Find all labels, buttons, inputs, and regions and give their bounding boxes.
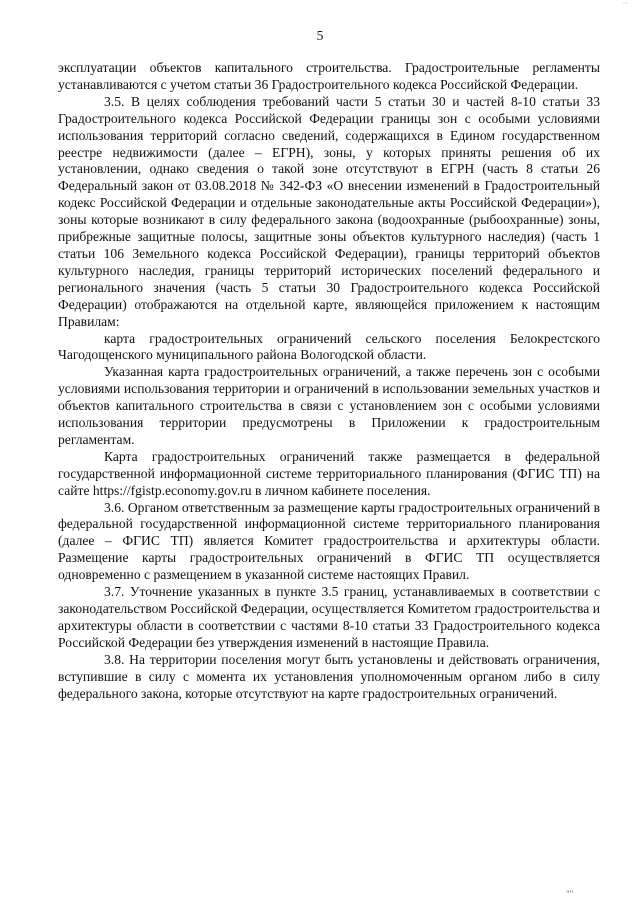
paragraph-continuation: эксплуатации объектов капитального строительства. Градостроительные регламенты устанавливаются с учетом статьи 36 Градостроительного кодекса Российской Федерации.	[58, 60, 600, 92]
paragraph-map-item: карта градостроительных ограничений сельского поселения Белокрестского Чагодощенского муниципального района Вологодской области.	[58, 330, 600, 363]
paragraph-3-6: 3.6. Органом ответственным за размещение карты градостроительных ограничений в федеральной государственной информационной системе территориального планирования (далее – ФГИС ТП) является Комитет градостроительства и архитектуры области. Размещение карты градостроительных ограничений в ФГИС ТП осуществляется одновременно с размещением в указанной системе настоящих Правил.	[58, 499, 600, 583]
paragraph-3-8: 3.8. На территории поселения могут быть установлены и действовать ограничения, вступившие в силу с момента их установления уполномоченным органом либо в силу федерального закона, которые отсутствуют на карте градостроительных ограничений.	[58, 651, 600, 701]
paragraph-3-7: 3.7. Уточнение указанных в пункте 3.5 границ, устанавливаемых в соответствии с законодательством Российской Федерации, осуществляется Комитетом градостроительства и архитектуры области в соответствии с частями 8-10 статьи 33 Градостроительного кодекса Российской Федерации без утверждения изменений в настоящие Правила.	[58, 584, 600, 650]
paragraph-3-5: 3.5. В целях соблюдения требований части 5 статьи 30 и частей 8-10 статьи 33 Градостроительного кодекса Российской Федерации границы зон с особыми условиями использования территорий согласно сведений, содержащихся в Едином государственном реестре недвижимости (далее – ЕГРН), зоны, у которых приняты решения об их установлении, однако сведения о такой зоне отсутствуют в ЕГРН (часть 8 статьи 26 Федеральный закон от 03.08.2018 № 342-ФЗ «О внесении изменений в Градостроительный кодекс Российской Федерации и отдельные законодательные акты Российской Федерации»), зоны которые возникают в силу федерального закона (водоохранные (рыбоохранные) зоны, прибрежные защитные полосы, защитные зоны объектов культурного наследия) (часть 1 статьи 106 Земельного кодекса Российской Федерации), границы территорий объектов культурного наследия, границы территорий исторических поселений федерального и регионального значения (часть 5 статьи 30 Градостроительного кодекса Российской Федерации) отображаются на отдельной карте, являющейся приложением к настоящим Правилам:	[58, 93, 600, 329]
document-body	[58, 60, 600, 702]
paragraph-map-publication: Карта градостроительных ограничений также размещается в федеральной государственной информационной системе территориального планирования (ФГИС ТП) на сайте https://fgistp.economy.gov.ru в личном кабинете поселения.	[58, 448, 600, 498]
scan-corner-mark: ··	[622, 0, 628, 8]
paragraph-map-contents: Указанная карта градостроительных ограничений, а также перечень зон с особыми условиями использования территории и ограничений в использовании земельных участков и объектов капитального строительства в связи с установлением зон с особыми условиями использования территории предусмотрены в Приложении к градостроительным регламентам.	[58, 364, 600, 447]
page-number: 5	[316, 28, 324, 43]
scan-footer-mark: ""	[566, 889, 574, 899]
